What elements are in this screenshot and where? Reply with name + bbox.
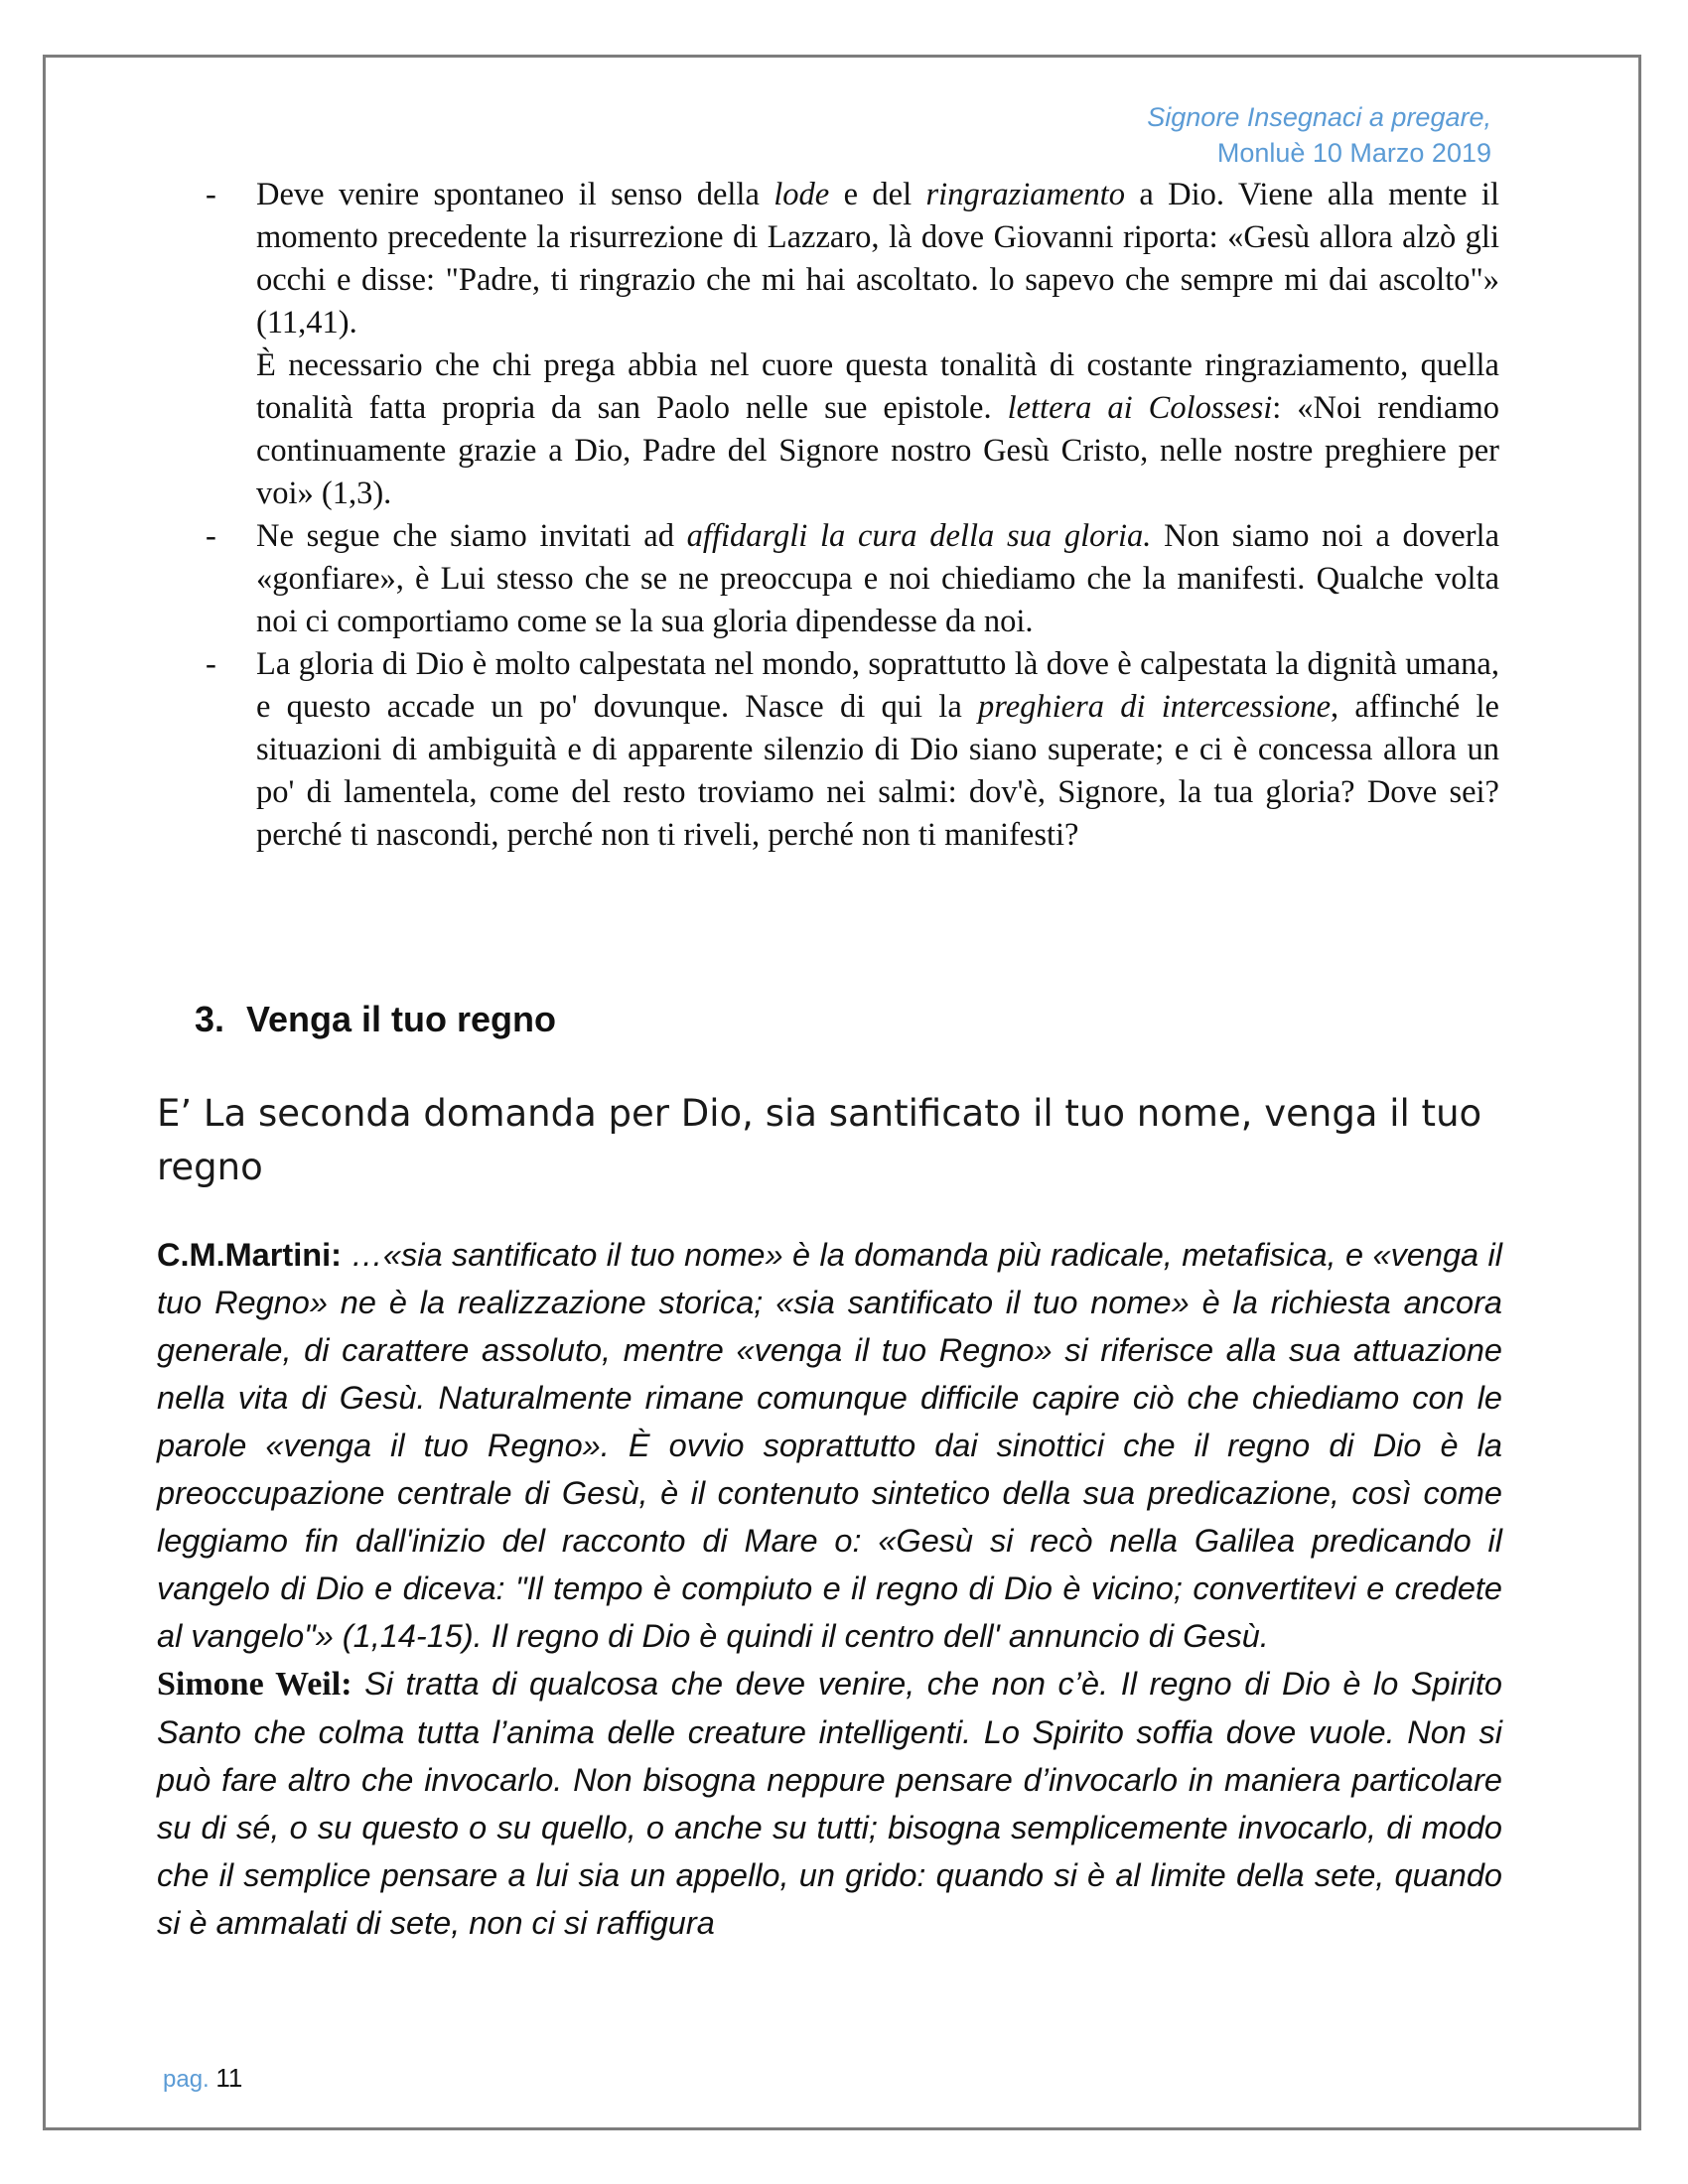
bullet-item-lode	[204, 174, 1499, 515]
bullet-dash: -	[206, 518, 216, 554]
bullet-item-gloria	[204, 515, 1499, 643]
section-heading	[195, 995, 556, 1044]
bullet-list	[204, 174, 1499, 857]
text-run: È necessario che chi prega abbia nel cuore questa tonalità di costante ringraziamento, quella tonalità fatta propria da san Paolo nelle sue epistole.	[256, 347, 1499, 426]
quote-weil	[157, 1660, 1502, 1947]
header-title: Signore Insegnaci a pregare,	[1147, 102, 1491, 132]
quote-text: …«sia santificato il tuo nome» è la domanda più radicale, metafisica, e «venga il tuo Regno» ne è la realizzazione storica; «sia santificato il tuo nome» è la richiesta ancora generale, di carattere assoluto, mentre «venga il tuo Regno» si riferisce alla sua attuazione nella vita di Gesù. Naturalmente rimane comunque difficile capire ciò che chiediamo con le parole «venga il tuo Regno». È ovvio soprattutto dai sinottici che il regno di Dio è la preoccupazione centrale di Gesù, è il contenuto sintetico della sua predicazione, così come leggiamo fin dall'inizio del racconto di Mare o: «Gesù si recò nella Galilea predicando il vangelo di Dio e diceva: "Il tempo è compiuto e il regno di Dio è vicino; convertitevi e credete al vangelo"» (1,14-15). Il regno di Dio è quindi il centro dell' annuncio di Gesù.	[157, 1237, 1502, 1654]
text-run: : «Noi rendiamo continuamente grazie a Dio, Padre del Signore nostro Gesù Cristo, nelle nostre preghiere per voi» (1,3).	[256, 390, 1499, 511]
text-run: La gloria di Dio è molto calpestata nel mondo, soprattutto là dove è calpestata la dignità umana, e questo accade un po' dovunque. Nasce di qui la	[256, 646, 1499, 725]
text-run-italic: ringraziamento	[925, 177, 1125, 212]
page-number: 11	[215, 2063, 243, 2093]
page-label: pag.	[163, 2066, 210, 2093]
text-run: , affinché le situazioni di ambiguità e di apparente silenzio di Dio siano superate; e ci è concessa allora un po' di lamentela, come del resto troviamo nei salmi: dov'è, Signore, la tua gloria? Dove sei? perché ti nascondi, perché non ti riveli, perché non ti manifesti?	[256, 689, 1499, 853]
intro-paragraph: E’ La seconda domanda per Dio, sia santificato il tuo nome, venga il tuo regno	[157, 1092, 1482, 1188]
quote-author: C.M.Martini:	[157, 1237, 342, 1273]
text-run-italic: affidargli la cura della sua gloria.	[686, 518, 1152, 554]
text-run-italic: preghiera di intercessione	[978, 689, 1332, 725]
text-run: a Dio. Viene alla mente il momento precedente la risurrezione di Lazzaro, là dove Giovanni riporta: «Gesù allora alzò gli occhi e disse: "Padre, ti ringrazio che mi hai ascoltato. lo sapevo che sempre mi dai ascolto"» (11,41).	[256, 177, 1499, 341]
running-header	[1147, 99, 1491, 171]
bullet-paragraph	[256, 643, 1499, 857]
bullet-paragraph	[256, 344, 1499, 515]
quotes-block	[157, 1231, 1502, 1947]
text-run: e del	[829, 177, 926, 212]
quote-text: Si tratta di qualcosa che deve venire, che non c’è. Il regno di Dio è lo Spirito Santo che colma tutta l’anima delle creature intelligenti. Lo Spirito soffia dove vuole. Non si può fare altro che invocarlo. Non bisogna neppure pensare d’invocarlo in maniera particolare su di sé, o su questo o su quello, o anche su tutti; bisogna semplicemente invocarlo, di modo che il semplice pensare a lui sia un appello, un grido: quando si è al limite della sete, quando si è ammalati di sete, non ci si raffigura	[157, 1666, 1502, 1941]
quote-martini	[157, 1231, 1502, 1660]
page-footer	[163, 2063, 242, 2094]
section-title: Venga il tuo regno	[246, 999, 557, 1039]
section-number: 3.	[195, 999, 225, 1039]
text-run-italic: lettera ai Colossesi	[1007, 390, 1273, 426]
text-run: Ne segue che siamo invitati ad	[256, 518, 687, 554]
text-run: Non siamo noi a doverla «gonfiare», è Lui stesso che se ne preoccupa e noi chiediamo che la manifesti. Qualche volta noi ci comportiamo come se la sua gloria dipendesse da noi.	[256, 518, 1499, 639]
bullet-item-intercessione	[204, 643, 1499, 857]
quote-author: Simone Weil:	[157, 1666, 352, 1703]
text-run: Deve venire spontaneo il senso della	[256, 177, 774, 212]
bullet-paragraph	[256, 174, 1499, 344]
header-place-date: Monluè 10 Marzo 2019	[1216, 138, 1491, 168]
bullet-paragraph	[256, 515, 1499, 643]
text-run-italic: lode	[774, 177, 830, 212]
bullet-dash: -	[206, 177, 216, 212]
bullet-dash: -	[206, 646, 216, 682]
